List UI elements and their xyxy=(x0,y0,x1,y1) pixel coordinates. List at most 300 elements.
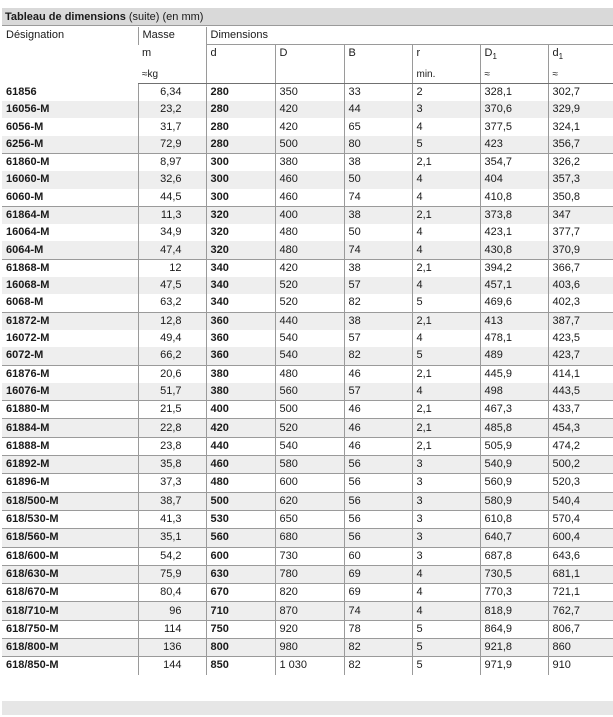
cell-B: 80 xyxy=(344,136,412,154)
cell-designation: 618/500-M xyxy=(2,492,138,510)
cell-r: 3 xyxy=(412,547,480,565)
cell-D: 500 xyxy=(275,401,344,419)
cell-masse: 41,3 xyxy=(138,510,206,528)
cell-designation: 618/600-M xyxy=(2,547,138,565)
header-dimensions: Dimensions xyxy=(206,27,613,45)
cell-d: 400 xyxy=(206,401,275,419)
table-row xyxy=(2,224,613,241)
cell-r: 4 xyxy=(412,584,480,602)
cell-B: 57 xyxy=(344,330,412,347)
cell-masse: 136 xyxy=(138,638,206,656)
cell-designation: 61880-M xyxy=(2,401,138,419)
cell-designation: 6068-M xyxy=(6,296,44,309)
cell-D: 440 xyxy=(275,312,344,330)
cell-designation: 618/630-M xyxy=(2,565,138,583)
cell-d1: 324,1 xyxy=(548,118,613,135)
header-r: r xyxy=(412,45,480,66)
cell-d: 560 xyxy=(206,529,275,547)
table-body xyxy=(2,83,613,674)
cell-D1: 370,6 xyxy=(480,101,548,118)
cell-B: 82 xyxy=(344,657,412,675)
cell-r: 3 xyxy=(412,510,480,528)
cell-d: 340 xyxy=(206,259,275,277)
cell-D: 480 xyxy=(275,224,344,241)
table-row xyxy=(2,136,613,154)
cell-d1: 520,3 xyxy=(548,474,613,492)
cell-d: 320 xyxy=(206,206,275,224)
table-row xyxy=(2,657,613,675)
cell-D: 420 xyxy=(275,118,344,135)
cell-r: 2,1 xyxy=(412,259,480,277)
cell-masse: 63,2 xyxy=(138,294,206,312)
cell-designation: 61876-M xyxy=(2,365,138,383)
cell-masse: 6,34 xyxy=(138,83,206,101)
cell-d1: 377,7 xyxy=(548,224,613,241)
cell-designation: 61888-M xyxy=(2,437,138,455)
header-row-1 xyxy=(2,27,613,45)
table-row xyxy=(2,419,613,437)
header-min: min. xyxy=(412,65,480,83)
cell-designation: 61884-M xyxy=(2,419,138,437)
cell-masse: 96 xyxy=(138,602,206,620)
cell-d1: 500,2 xyxy=(548,456,613,474)
header-approx-D1: ≈ xyxy=(480,65,548,83)
cell-D: 620 xyxy=(275,492,344,510)
cell-B: 46 xyxy=(344,401,412,419)
table-row xyxy=(2,383,613,401)
cell-d: 710 xyxy=(206,602,275,620)
cell-d: 440 xyxy=(206,437,275,455)
cell-B: 33 xyxy=(344,83,412,101)
table-row xyxy=(2,294,613,312)
cell-d1: 366,7 xyxy=(548,259,613,277)
cell-r: 4 xyxy=(412,118,480,135)
cell-d: 800 xyxy=(206,638,275,656)
cell-B: 82 xyxy=(344,347,412,365)
cell-D1: 394,2 xyxy=(480,259,548,277)
cell-masse: 21,5 xyxy=(138,401,206,419)
cell-masse: 23,2 xyxy=(138,101,206,118)
cell-D: 520 xyxy=(275,294,344,312)
cell-B: 46 xyxy=(344,365,412,383)
cell-r: 2,1 xyxy=(412,365,480,383)
cell-d: 300 xyxy=(206,171,275,188)
cell-D1: 478,1 xyxy=(480,330,548,347)
table-row xyxy=(2,510,613,528)
cell-D: 500 xyxy=(275,136,344,154)
cell-D: 380 xyxy=(275,153,344,171)
cell-D: 400 xyxy=(275,206,344,224)
cell-D: 780 xyxy=(275,565,344,583)
cell-masse: 49,4 xyxy=(138,330,206,347)
header-D1: $D_1$ xyxy=(480,45,548,66)
cell-r: 2,1 xyxy=(412,312,480,330)
cell-D1: 410,8 xyxy=(480,189,548,207)
cell-d1: 454,3 xyxy=(548,419,613,437)
cell-D1: 687,8 xyxy=(480,547,548,565)
cell-D1: 505,9 xyxy=(480,437,548,455)
header-masse: Masse xyxy=(138,27,206,45)
cell-r: 2,1 xyxy=(412,437,480,455)
cell-D1: 445,9 xyxy=(480,365,548,383)
cell-d: 380 xyxy=(206,383,275,401)
cell-r: 5 xyxy=(412,347,480,365)
cell-d: 280 xyxy=(206,83,275,101)
cell-d1: 357,3 xyxy=(548,171,613,188)
cell-masse: 44,5 xyxy=(138,189,206,207)
cell-D1: 467,3 xyxy=(480,401,548,419)
cell-d1: 806,7 xyxy=(548,620,613,638)
cell-d1: 302,7 xyxy=(548,83,613,101)
table-row xyxy=(2,620,613,638)
cell-d: 300 xyxy=(206,153,275,171)
table-row xyxy=(2,492,613,510)
cell-d1: 860 xyxy=(548,638,613,656)
table-row xyxy=(2,330,613,347)
table-title xyxy=(2,8,613,26)
cell-D1: 423,1 xyxy=(480,224,548,241)
table-row xyxy=(2,638,613,656)
header-approx-d1: ≈ xyxy=(548,65,613,83)
cell-B: 57 xyxy=(344,277,412,294)
cell-r: 4 xyxy=(412,565,480,583)
cell-B: 56 xyxy=(344,474,412,492)
cell-masse: 35,1 xyxy=(138,529,206,547)
table-row xyxy=(2,277,613,294)
cell-d: 340 xyxy=(206,294,275,312)
cell-D1: 469,6 xyxy=(480,294,548,312)
cell-B: 57 xyxy=(344,383,412,401)
cell-D: 480 xyxy=(275,365,344,383)
cell-B: 50 xyxy=(344,171,412,188)
cell-d1: 350,8 xyxy=(548,189,613,207)
cell-designation: 61872-M xyxy=(2,312,138,330)
table-row xyxy=(2,401,613,419)
cell-designation: 16068-M xyxy=(2,277,138,294)
cell-D: 980 xyxy=(275,638,344,656)
cell-d1: 474,2 xyxy=(548,437,613,455)
cell-designation: 6060-M xyxy=(6,190,44,203)
cell-D: 420 xyxy=(275,101,344,118)
cell-B: 65 xyxy=(344,118,412,135)
cell-r: 3 xyxy=(412,101,480,118)
cell-D1: 540,9 xyxy=(480,456,548,474)
cell-D1: 457,1 xyxy=(480,277,548,294)
cell-B: 46 xyxy=(344,437,412,455)
cell-D1: 328,1 xyxy=(480,83,548,101)
cell-d: 280 xyxy=(206,101,275,118)
cell-masse: 31,7 xyxy=(138,118,206,135)
cell-D1: 430,8 xyxy=(480,241,548,259)
cell-D1: 640,7 xyxy=(480,529,548,547)
cell-d: 380 xyxy=(206,365,275,383)
cell-d1: 423,7 xyxy=(548,347,613,365)
cell-designation: 61856 xyxy=(6,85,37,98)
cell-designation: 61868-M xyxy=(2,259,138,277)
table-row xyxy=(2,118,613,135)
cell-d: 530 xyxy=(206,510,275,528)
cell-D: 650 xyxy=(275,510,344,528)
cell-designation: 618/850-M xyxy=(2,657,138,675)
cell-B: 69 xyxy=(344,584,412,602)
header-D: D xyxy=(275,45,344,66)
table-title-main: Tableau de dimensions xyxy=(5,11,126,23)
cell-masse: 12,8 xyxy=(138,312,206,330)
cell-designation: 618/710-M xyxy=(2,602,138,620)
cell-D: 480 xyxy=(275,241,344,259)
cell-d: 600 xyxy=(206,547,275,565)
cell-d1: 433,7 xyxy=(548,401,613,419)
cell-d: 360 xyxy=(206,330,275,347)
cell-masse: 80,4 xyxy=(138,584,206,602)
cell-r: 2 xyxy=(412,83,480,101)
table-row xyxy=(2,474,613,492)
cell-B: 74 xyxy=(344,241,412,259)
cell-masse: 54,2 xyxy=(138,547,206,565)
cell-D: 600 xyxy=(275,474,344,492)
cell-d1: 643,6 xyxy=(548,547,613,565)
cell-d1: 540,4 xyxy=(548,492,613,510)
cell-D: 680 xyxy=(275,529,344,547)
cell-designation: 16076-M xyxy=(2,383,138,401)
table-row xyxy=(2,171,613,188)
cell-designation: 618/750-M xyxy=(2,620,138,638)
cell-D1: 423 xyxy=(480,136,548,154)
dimensions-table xyxy=(2,27,613,675)
header-m: m xyxy=(142,46,152,59)
cell-masse: 37,3 xyxy=(138,474,206,492)
cell-B: 56 xyxy=(344,529,412,547)
cell-designation: 61864-M xyxy=(2,206,138,224)
cell-d: 460 xyxy=(206,456,275,474)
cell-D1: 413 xyxy=(480,312,548,330)
cell-d: 320 xyxy=(206,224,275,241)
cell-B: 74 xyxy=(344,189,412,207)
cell-masse: 144 xyxy=(138,657,206,675)
cell-D: 580 xyxy=(275,456,344,474)
cell-r: 2,1 xyxy=(412,401,480,419)
cell-r: 2,1 xyxy=(412,419,480,437)
cell-r: 3 xyxy=(412,456,480,474)
cell-r: 5 xyxy=(412,294,480,312)
cell-designation: 6256-M xyxy=(2,136,138,154)
table-row xyxy=(2,312,613,330)
cell-B: 74 xyxy=(344,602,412,620)
cell-r: 4 xyxy=(412,224,480,241)
cell-masse: 11,3 xyxy=(138,206,206,224)
cell-d1: 387,7 xyxy=(548,312,613,330)
cell-D1: 485,8 xyxy=(480,419,548,437)
cell-masse: 47,4 xyxy=(138,241,206,259)
table-row xyxy=(2,153,613,171)
cell-D1: 730,5 xyxy=(480,565,548,583)
cell-masse: 72,9 xyxy=(138,136,206,154)
cell-D: 540 xyxy=(275,330,344,347)
cell-d: 420 xyxy=(206,419,275,437)
table-row xyxy=(2,101,613,118)
cell-r: 2,1 xyxy=(412,206,480,224)
table-row xyxy=(2,83,613,101)
cell-masse: 35,8 xyxy=(138,456,206,474)
cell-B: 78 xyxy=(344,620,412,638)
cell-D: 460 xyxy=(275,171,344,188)
cell-B: 56 xyxy=(344,456,412,474)
cell-d1: 681,1 xyxy=(548,565,613,583)
cell-r: 4 xyxy=(412,383,480,401)
cell-designation: 618/530-M xyxy=(2,510,138,528)
table-row xyxy=(2,365,613,383)
table-row xyxy=(2,584,613,602)
cell-d: 300 xyxy=(206,189,275,207)
cell-masse: 34,9 xyxy=(138,224,206,241)
header-kg: ≈kg xyxy=(138,65,206,83)
cell-D: 520 xyxy=(275,277,344,294)
table-row xyxy=(2,259,613,277)
cell-r: 4 xyxy=(412,602,480,620)
cell-masse: 66,2 xyxy=(138,347,206,365)
cell-D1: 404 xyxy=(480,171,548,188)
cell-masse: 75,9 xyxy=(138,565,206,583)
cell-designation: 16064-M xyxy=(6,226,50,239)
cell-r: 4 xyxy=(412,330,480,347)
cell-D: 560 xyxy=(275,383,344,401)
cell-B: 38 xyxy=(344,206,412,224)
cell-masse: 23,8 xyxy=(138,437,206,455)
cell-d1: 414,1 xyxy=(548,365,613,383)
cell-designation: 61892-M xyxy=(2,456,138,474)
cell-D: 730 xyxy=(275,547,344,565)
cell-d1: 910 xyxy=(548,657,613,675)
cell-masse: 20,6 xyxy=(138,365,206,383)
cell-d1: 570,4 xyxy=(548,510,613,528)
cell-D: 420 xyxy=(275,259,344,277)
cell-B: 44 xyxy=(344,101,412,118)
cell-d1: 356,7 xyxy=(548,136,613,154)
header-designation: Désignation xyxy=(6,29,65,41)
cell-D1: 610,8 xyxy=(480,510,548,528)
cell-d1: 443,5 xyxy=(548,383,613,401)
cell-r: 4 xyxy=(412,241,480,259)
cell-D: 460 xyxy=(275,189,344,207)
cell-D1: 580,9 xyxy=(480,492,548,510)
cell-masse: 22,8 xyxy=(138,419,206,437)
cell-d1: 347 xyxy=(548,206,613,224)
cell-D1: 354,7 xyxy=(480,153,548,171)
cell-designation: 16072-M xyxy=(6,332,50,345)
cell-designation: 6056-M xyxy=(6,120,44,133)
cell-d: 280 xyxy=(206,136,275,154)
table-row xyxy=(2,189,613,207)
cell-d: 630 xyxy=(206,565,275,583)
cell-d: 500 xyxy=(206,492,275,510)
cell-D: 520 xyxy=(275,419,344,437)
cell-B: 69 xyxy=(344,565,412,583)
cell-B: 56 xyxy=(344,510,412,528)
cell-d1: 721,1 xyxy=(548,584,613,602)
cell-D: 540 xyxy=(275,437,344,455)
cell-D: 870 xyxy=(275,602,344,620)
table-row xyxy=(2,565,613,583)
table-row xyxy=(2,602,613,620)
cell-B: 46 xyxy=(344,419,412,437)
cell-masse: 114 xyxy=(138,620,206,638)
cell-D1: 560,9 xyxy=(480,474,548,492)
cell-masse: 32,6 xyxy=(138,171,206,188)
cell-D1: 489 xyxy=(480,347,548,365)
cell-r: 5 xyxy=(412,657,480,675)
cell-masse: 47,5 xyxy=(138,277,206,294)
cell-D1: 373,8 xyxy=(480,206,548,224)
header-d1: $d_1$ xyxy=(548,45,613,66)
cell-B: 60 xyxy=(344,547,412,565)
cell-masse: 8,97 xyxy=(138,153,206,171)
cell-r: 4 xyxy=(412,277,480,294)
cell-r: 2,1 xyxy=(412,153,480,171)
cell-d1: 762,7 xyxy=(548,602,613,620)
cell-d: 320 xyxy=(206,241,275,259)
cell-d: 480 xyxy=(206,474,275,492)
cell-B: 38 xyxy=(344,153,412,171)
cell-D: 820 xyxy=(275,584,344,602)
cell-D: 920 xyxy=(275,620,344,638)
cell-D1: 377,5 xyxy=(480,118,548,135)
table-row xyxy=(2,437,613,455)
cell-r: 3 xyxy=(412,492,480,510)
cell-designation: 618/670-M xyxy=(2,584,138,602)
cell-B: 38 xyxy=(344,312,412,330)
cell-designation: 16056-M xyxy=(2,101,138,118)
cell-designation: 618/560-M xyxy=(2,529,138,547)
cell-r: 3 xyxy=(412,474,480,492)
cell-B: 56 xyxy=(344,492,412,510)
cell-D1: 921,8 xyxy=(480,638,548,656)
cell-D1: 971,9 xyxy=(480,657,548,675)
table-title-suffix: (suite) (en mm) xyxy=(125,11,204,23)
cell-r: 5 xyxy=(412,620,480,638)
cell-designation: 618/800-M xyxy=(2,638,138,656)
cell-B: 82 xyxy=(344,294,412,312)
cell-designation: 6072-M xyxy=(2,347,138,365)
cell-designation: 61896-M xyxy=(2,474,138,492)
cell-designation: 16060-M xyxy=(2,171,138,188)
cell-d: 670 xyxy=(206,584,275,602)
cell-d1: 326,2 xyxy=(548,153,613,171)
cell-D: 350 xyxy=(275,83,344,101)
cell-masse: 51,7 xyxy=(138,383,206,401)
cell-d: 340 xyxy=(206,277,275,294)
cell-D1: 498 xyxy=(480,383,548,401)
cell-d: 360 xyxy=(206,347,275,365)
cell-masse: 12 xyxy=(138,259,206,277)
cell-d1: 600,4 xyxy=(548,529,613,547)
table-row xyxy=(2,529,613,547)
cell-designation: 6064-M xyxy=(2,241,138,259)
cell-designation: 61860-M xyxy=(2,153,138,171)
cell-d: 280 xyxy=(206,118,275,135)
cell-r: 4 xyxy=(412,189,480,207)
table-row xyxy=(2,206,613,224)
cell-D1: 864,9 xyxy=(480,620,548,638)
cell-d: 750 xyxy=(206,620,275,638)
cell-D1: 770,3 xyxy=(480,584,548,602)
cell-d1: 402,3 xyxy=(548,294,613,312)
cell-d: 850 xyxy=(206,657,275,675)
cell-D1: 818,9 xyxy=(480,602,548,620)
cell-r: 3 xyxy=(412,529,480,547)
cell-D: 540 xyxy=(275,347,344,365)
cell-B: 50 xyxy=(344,224,412,241)
table-row xyxy=(2,241,613,259)
